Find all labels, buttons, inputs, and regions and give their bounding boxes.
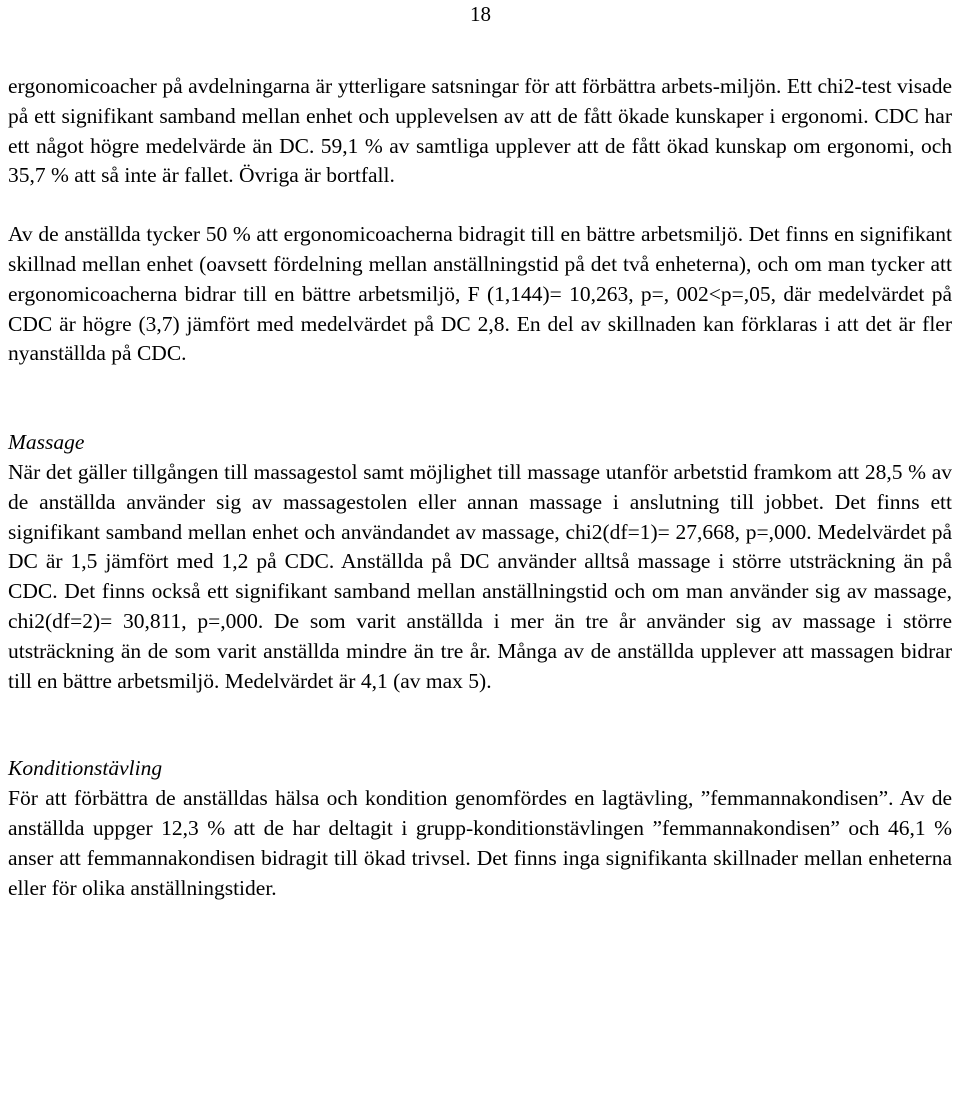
section-heading-massage: Massage bbox=[8, 430, 85, 455]
section-massage bbox=[8, 428, 952, 696]
section-heading-konditionstavling: Konditionstävling bbox=[8, 756, 163, 781]
paragraph-massage: När det gäller tillgången till massagestol samt möjlighet till massage utanför arbetstid framkom att 28,5 % av de anställda använder sig av massagestolen eller annan massage i anslutning till jobbet. Det finns ett signifikant samband mellan enhet och användandet av massage, chi2(df=1)= 27,668, p=,000. Medelvärdet på DC är 1,5 jämfört med 1,2 på CDC. Anställda på DC använder alltså massage i större utsträckning än på CDC. Det finns också ett signifikant samband mellan anställningstid och om man använder sig av massage, chi2(df=2)= 30,811, p=,000. De som varit anställda i mer än tre år använder sig av massage i större utsträckning än de som varit anställda mindre än tre år. Många av de anställda upplever att massagen bidrar till en bättre arbetsmiljö. Medelvärdet är 4,1 (av max 5). bbox=[8, 459, 952, 693]
paragraph-konditionstavling: För att förbättra de anställdas hälsa och kondition genomfördes en lagtävling, ”femmannakondisen”. Av de anställda uppger 12,3 % att de har deltagit i grupp-konditionstävlingen ”femmannakondisen” och 46,1 % anser att femmannakondisen bidragit till ökad trivsel. Det finns inga signifikanta skillnader mellan enheterna eller för olika anställningstider. bbox=[8, 786, 952, 900]
document-body bbox=[8, 72, 952, 903]
page-number: 18 bbox=[470, 2, 491, 26]
section-konditionstavling bbox=[8, 754, 952, 903]
paragraph-ergonomicoach-effect: Av de anställda tycker 50 % att ergonomicoacherna bidragit till en bättre arbetsmiljö. Det finns en signifikant skillnad mellan enhet (oavsett fördelning mellan anställningstid på det två enheterna), och om man tycker att ergonomicoacherna bidrar till en bättre arbetsmiljö, F (1,144)= 10,263, p=, 002<p=,05, där medelvärdet på CDC är högre (3,7) jämfört med medelvärdet på DC 2,8. En del av skillnaden kan förklaras i att det är fler nyanställda på CDC. bbox=[8, 222, 952, 366]
paragraph-ergonomics-knowledge: ergonomicoacher på avdelningarna är ytterligare satsningar för att förbättra arbets-miljön. Ett chi2-test visade på ett signifikant samband mellan enhet och upplevelsen av att de fått ökade kunskaper i ergonomi. CDC har ett något högre medelvärde än DC. 59,1 % av samtliga upplever att de fått ökad kunskap om ergonomi, och 35,7 % att så inte är fallet. Övriga är bortfall. bbox=[8, 74, 952, 188]
